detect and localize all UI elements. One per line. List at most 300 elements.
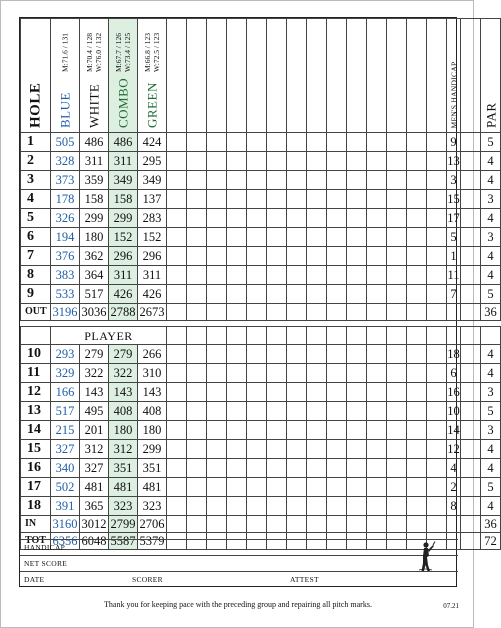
- score-cell[interactable]: [247, 304, 267, 321]
- score-cell[interactable]: [407, 402, 427, 421]
- player-name-cell[interactable]: [387, 327, 407, 345]
- score-cell[interactable]: [227, 459, 247, 478]
- score-cell[interactable]: [387, 459, 407, 478]
- score-cell[interactable]: [167, 516, 187, 533]
- score-cell[interactable]: [307, 304, 327, 321]
- score-cell[interactable]: [187, 478, 207, 497]
- player-name-cell[interactable]: [227, 327, 247, 345]
- score-cell[interactable]: [207, 171, 227, 190]
- score-cell[interactable]: [287, 285, 307, 304]
- score-cell[interactable]: [307, 228, 327, 247]
- score-cell[interactable]: [287, 440, 307, 459]
- score-cell[interactable]: [347, 247, 367, 266]
- score-cell[interactable]: [247, 247, 267, 266]
- score-cell[interactable]: [287, 402, 307, 421]
- score-cell[interactable]: [347, 516, 367, 533]
- score-cell[interactable]: [407, 247, 427, 266]
- score-cell[interactable]: [207, 152, 227, 171]
- score-cell[interactable]: [367, 478, 387, 497]
- score-cell[interactable]: [307, 402, 327, 421]
- score-cell[interactable]: [307, 133, 327, 152]
- score-cell[interactable]: [167, 421, 187, 440]
- player-name-cell[interactable]: [207, 327, 227, 345]
- score-cell[interactable]: [327, 171, 347, 190]
- score-cell[interactable]: [227, 190, 247, 209]
- score-cell[interactable]: [227, 345, 247, 364]
- score-cell[interactable]: [407, 228, 427, 247]
- score-cell[interactable]: [367, 383, 387, 402]
- score-cell[interactable]: [267, 171, 287, 190]
- score-cell[interactable]: [167, 285, 187, 304]
- score-cell[interactable]: [347, 459, 367, 478]
- score-cell[interactable]: [367, 304, 387, 321]
- score-cell[interactable]: [367, 421, 387, 440]
- score-cell[interactable]: [267, 345, 287, 364]
- score-cell[interactable]: [387, 402, 407, 421]
- score-cell[interactable]: [327, 459, 347, 478]
- score-cell[interactable]: [227, 133, 247, 152]
- score-cell[interactable]: [367, 209, 387, 228]
- score-cell[interactable]: [407, 133, 427, 152]
- score-cell[interactable]: [427, 364, 447, 383]
- score-cell[interactable]: [427, 497, 447, 516]
- player-name-cell[interactable]: [267, 327, 287, 345]
- score-cell[interactable]: [247, 440, 267, 459]
- score-cell[interactable]: [167, 440, 187, 459]
- score-cell[interactable]: [287, 152, 307, 171]
- score-cell[interactable]: [367, 497, 387, 516]
- score-cell[interactable]: [427, 133, 447, 152]
- score-cell[interactable]: [407, 285, 427, 304]
- score-cell[interactable]: [267, 304, 287, 321]
- score-cell[interactable]: [307, 171, 327, 190]
- score-cell[interactable]: [227, 285, 247, 304]
- score-cell[interactable]: [387, 364, 407, 383]
- score-cell[interactable]: [287, 304, 307, 321]
- score-cell[interactable]: [247, 497, 267, 516]
- score-cell[interactable]: [267, 364, 287, 383]
- score-cell[interactable]: [387, 285, 407, 304]
- score-cell[interactable]: [307, 516, 327, 533]
- score-cell[interactable]: [327, 133, 347, 152]
- score-cell[interactable]: [247, 190, 267, 209]
- score-cell[interactable]: [287, 133, 307, 152]
- score-cell[interactable]: [167, 478, 187, 497]
- score-cell[interactable]: [347, 421, 367, 440]
- score-cell[interactable]: [267, 383, 287, 402]
- player-name-cell[interactable]: [367, 327, 387, 345]
- score-cell[interactable]: [327, 440, 347, 459]
- score-cell[interactable]: [187, 190, 207, 209]
- score-cell[interactable]: [427, 478, 447, 497]
- score-cell[interactable]: [267, 190, 287, 209]
- score-cell[interactable]: [187, 209, 207, 228]
- score-cell[interactable]: [387, 190, 407, 209]
- score-cell[interactable]: [227, 478, 247, 497]
- score-cell[interactable]: [187, 364, 207, 383]
- score-cell[interactable]: [227, 266, 247, 285]
- score-cell[interactable]: [287, 228, 307, 247]
- score-cell[interactable]: [407, 478, 427, 497]
- score-cell[interactable]: [327, 345, 347, 364]
- score-cell[interactable]: [347, 478, 367, 497]
- score-cell[interactable]: [187, 266, 207, 285]
- score-cell[interactable]: [347, 228, 367, 247]
- score-cell[interactable]: [367, 171, 387, 190]
- score-cell[interactable]: [307, 266, 327, 285]
- score-cell[interactable]: [247, 402, 267, 421]
- score-cell[interactable]: [227, 516, 247, 533]
- score-cell[interactable]: [407, 190, 427, 209]
- score-cell[interactable]: [367, 190, 387, 209]
- score-cell[interactable]: [307, 247, 327, 266]
- score-cell[interactable]: [267, 440, 287, 459]
- score-cell[interactable]: [207, 402, 227, 421]
- score-cell[interactable]: [367, 152, 387, 171]
- score-cell[interactable]: [367, 459, 387, 478]
- score-cell[interactable]: [267, 459, 287, 478]
- score-cell[interactable]: [287, 209, 307, 228]
- score-cell[interactable]: [327, 247, 347, 266]
- score-cell[interactable]: [187, 421, 207, 440]
- score-cell[interactable]: [367, 247, 387, 266]
- score-cell[interactable]: [427, 285, 447, 304]
- score-cell[interactable]: [307, 497, 327, 516]
- score-cell[interactable]: [347, 209, 367, 228]
- score-cell[interactable]: [247, 516, 267, 533]
- score-cell[interactable]: [287, 266, 307, 285]
- score-cell[interactable]: [327, 516, 347, 533]
- player-name-cell[interactable]: [307, 327, 327, 345]
- score-cell[interactable]: [387, 247, 407, 266]
- score-cell[interactable]: [247, 478, 267, 497]
- score-cell[interactable]: [347, 285, 367, 304]
- score-cell[interactable]: [307, 440, 327, 459]
- score-cell[interactable]: [167, 133, 187, 152]
- score-cell[interactable]: [247, 266, 267, 285]
- score-cell[interactable]: [307, 364, 327, 383]
- score-cell[interactable]: [247, 345, 267, 364]
- score-cell[interactable]: [187, 171, 207, 190]
- score-cell[interactable]: [307, 383, 327, 402]
- score-cell[interactable]: [407, 516, 427, 533]
- score-cell[interactable]: [227, 440, 247, 459]
- score-cell[interactable]: [327, 209, 347, 228]
- player-name-cell[interactable]: [407, 327, 427, 345]
- player-name-cell[interactable]: [347, 327, 367, 345]
- score-cell[interactable]: [427, 459, 447, 478]
- score-cell[interactable]: [227, 421, 247, 440]
- score-cell[interactable]: [207, 440, 227, 459]
- score-cell[interactable]: [207, 478, 227, 497]
- score-cell[interactable]: [387, 209, 407, 228]
- player-name-cell[interactable]: [387, 19, 407, 133]
- score-cell[interactable]: [407, 209, 427, 228]
- score-cell[interactable]: [367, 285, 387, 304]
- score-cell[interactable]: [207, 516, 227, 533]
- score-cell[interactable]: [347, 190, 367, 209]
- player-name-cell[interactable]: [327, 327, 347, 345]
- score-cell[interactable]: [407, 459, 427, 478]
- score-cell[interactable]: [187, 383, 207, 402]
- score-cell[interactable]: [347, 266, 367, 285]
- score-cell[interactable]: [167, 345, 187, 364]
- score-cell[interactable]: [327, 421, 347, 440]
- score-cell[interactable]: [187, 285, 207, 304]
- score-cell[interactable]: [407, 345, 427, 364]
- score-cell[interactable]: [287, 421, 307, 440]
- score-cell[interactable]: [267, 402, 287, 421]
- score-cell[interactable]: [367, 402, 387, 421]
- player-name-cell[interactable]: [407, 19, 427, 133]
- score-cell[interactable]: [347, 364, 367, 383]
- score-cell[interactable]: [427, 402, 447, 421]
- score-cell[interactable]: [427, 266, 447, 285]
- score-cell[interactable]: [267, 421, 287, 440]
- player-name-cell[interactable]: [287, 19, 307, 133]
- score-cell[interactable]: [387, 228, 407, 247]
- score-cell[interactable]: [367, 345, 387, 364]
- score-cell[interactable]: [427, 171, 447, 190]
- player-name-cell[interactable]: [187, 19, 207, 133]
- score-cell[interactable]: [407, 152, 427, 171]
- score-cell[interactable]: [407, 383, 427, 402]
- score-cell[interactable]: [427, 190, 447, 209]
- score-cell[interactable]: [187, 304, 207, 321]
- score-cell[interactable]: [427, 440, 447, 459]
- score-cell[interactable]: [247, 152, 267, 171]
- score-cell[interactable]: [167, 383, 187, 402]
- score-cell[interactable]: [207, 133, 227, 152]
- score-cell[interactable]: [407, 304, 427, 321]
- score-cell[interactable]: [347, 171, 367, 190]
- score-cell[interactable]: [347, 133, 367, 152]
- score-cell[interactable]: [187, 133, 207, 152]
- score-cell[interactable]: [207, 228, 227, 247]
- score-cell[interactable]: [427, 209, 447, 228]
- player-name-cell[interactable]: [307, 19, 327, 133]
- score-cell[interactable]: [267, 133, 287, 152]
- score-cell[interactable]: [327, 478, 347, 497]
- score-cell[interactable]: [367, 516, 387, 533]
- score-cell[interactable]: [267, 152, 287, 171]
- score-cell[interactable]: [207, 459, 227, 478]
- player-name-cell[interactable]: [327, 19, 347, 133]
- score-cell[interactable]: [407, 364, 427, 383]
- score-cell[interactable]: [347, 440, 367, 459]
- score-cell[interactable]: [287, 345, 307, 364]
- score-cell[interactable]: [267, 497, 287, 516]
- score-cell[interactable]: [347, 345, 367, 364]
- score-cell[interactable]: [167, 228, 187, 247]
- score-cell[interactable]: [287, 516, 307, 533]
- score-cell[interactable]: [427, 228, 447, 247]
- score-cell[interactable]: [387, 478, 407, 497]
- score-cell[interactable]: [187, 345, 207, 364]
- score-cell[interactable]: [167, 190, 187, 209]
- score-cell[interactable]: [227, 304, 247, 321]
- score-cell[interactable]: [207, 421, 227, 440]
- score-cell[interactable]: [347, 304, 367, 321]
- score-cell[interactable]: [387, 421, 407, 440]
- score-cell[interactable]: [427, 516, 447, 533]
- score-cell[interactable]: [187, 516, 207, 533]
- score-cell[interactable]: [187, 402, 207, 421]
- score-cell[interactable]: [207, 266, 227, 285]
- player-name-cell[interactable]: [267, 19, 287, 133]
- score-cell[interactable]: [267, 209, 287, 228]
- score-cell[interactable]: [187, 459, 207, 478]
- score-cell[interactable]: [227, 402, 247, 421]
- score-cell[interactable]: [167, 497, 187, 516]
- score-cell[interactable]: [247, 228, 267, 247]
- score-cell[interactable]: [167, 152, 187, 171]
- score-cell[interactable]: [267, 478, 287, 497]
- score-cell[interactable]: [287, 497, 307, 516]
- score-cell[interactable]: [387, 383, 407, 402]
- score-cell[interactable]: [307, 478, 327, 497]
- score-cell[interactable]: [167, 171, 187, 190]
- score-cell[interactable]: [207, 383, 227, 402]
- score-cell[interactable]: [327, 304, 347, 321]
- score-cell[interactable]: [207, 345, 227, 364]
- score-cell[interactable]: [327, 228, 347, 247]
- score-cell[interactable]: [167, 266, 187, 285]
- score-cell[interactable]: [267, 266, 287, 285]
- score-cell[interactable]: [247, 171, 267, 190]
- score-cell[interactable]: [327, 152, 347, 171]
- score-cell[interactable]: [167, 304, 187, 321]
- score-cell[interactable]: [387, 152, 407, 171]
- score-cell[interactable]: [327, 402, 347, 421]
- score-cell[interactable]: [287, 171, 307, 190]
- score-cell[interactable]: [387, 133, 407, 152]
- score-cell[interactable]: [287, 247, 307, 266]
- score-cell[interactable]: [387, 516, 407, 533]
- score-cell[interactable]: [187, 247, 207, 266]
- score-cell[interactable]: [407, 421, 427, 440]
- score-cell[interactable]: [367, 364, 387, 383]
- score-cell[interactable]: [307, 459, 327, 478]
- score-cell[interactable]: [427, 383, 447, 402]
- score-cell[interactable]: [347, 497, 367, 516]
- score-cell[interactable]: [347, 402, 367, 421]
- score-cell[interactable]: [307, 421, 327, 440]
- score-cell[interactable]: [407, 497, 427, 516]
- score-cell[interactable]: [207, 497, 227, 516]
- score-cell[interactable]: [307, 152, 327, 171]
- score-cell[interactable]: [227, 497, 247, 516]
- score-cell[interactable]: [407, 171, 427, 190]
- score-cell[interactable]: [287, 478, 307, 497]
- score-cell[interactable]: [387, 345, 407, 364]
- score-cell[interactable]: [247, 383, 267, 402]
- score-cell[interactable]: [387, 266, 407, 285]
- score-cell[interactable]: [167, 402, 187, 421]
- score-cell[interactable]: [247, 421, 267, 440]
- score-cell[interactable]: [187, 440, 207, 459]
- score-cell[interactable]: [247, 209, 267, 228]
- player-name-cell[interactable]: [187, 327, 207, 345]
- player-name-cell[interactable]: [427, 327, 447, 345]
- player-name-cell[interactable]: [227, 19, 247, 133]
- player-name-cell[interactable]: [247, 19, 267, 133]
- score-cell[interactable]: [367, 133, 387, 152]
- score-cell[interactable]: [207, 364, 227, 383]
- score-cell[interactable]: [207, 209, 227, 228]
- score-cell[interactable]: [187, 497, 207, 516]
- score-cell[interactable]: [247, 364, 267, 383]
- player-name-cell[interactable]: [427, 19, 447, 133]
- score-cell[interactable]: [287, 190, 307, 209]
- score-cell[interactable]: [167, 209, 187, 228]
- score-cell[interactable]: [267, 285, 287, 304]
- score-cell[interactable]: [207, 285, 227, 304]
- score-cell[interactable]: [227, 383, 247, 402]
- score-cell[interactable]: [227, 247, 247, 266]
- score-cell[interactable]: [287, 459, 307, 478]
- score-cell[interactable]: [187, 152, 207, 171]
- score-cell[interactable]: [327, 190, 347, 209]
- score-cell[interactable]: [267, 247, 287, 266]
- player-name-cell[interactable]: [247, 327, 267, 345]
- score-cell[interactable]: [327, 285, 347, 304]
- player-name-cell[interactable]: [347, 19, 367, 133]
- score-cell[interactable]: [367, 440, 387, 459]
- score-cell[interactable]: [427, 152, 447, 171]
- player-name-cell[interactable]: [207, 19, 227, 133]
- score-cell[interactable]: [227, 171, 247, 190]
- score-cell[interactable]: [307, 345, 327, 364]
- score-cell[interactable]: [387, 440, 407, 459]
- score-cell[interactable]: [307, 285, 327, 304]
- score-cell[interactable]: [407, 266, 427, 285]
- score-cell[interactable]: [367, 228, 387, 247]
- score-cell[interactable]: [387, 171, 407, 190]
- score-cell[interactable]: [167, 247, 187, 266]
- score-cell[interactable]: [427, 421, 447, 440]
- score-cell[interactable]: [227, 152, 247, 171]
- score-cell[interactable]: [307, 209, 327, 228]
- score-cell[interactable]: [347, 152, 367, 171]
- score-cell[interactable]: [327, 383, 347, 402]
- score-cell[interactable]: [327, 266, 347, 285]
- player-name-cell[interactable]: [367, 19, 387, 133]
- score-cell[interactable]: [247, 459, 267, 478]
- score-cell[interactable]: [427, 345, 447, 364]
- score-cell[interactable]: [287, 383, 307, 402]
- player-name-cell[interactable]: [287, 327, 307, 345]
- score-cell[interactable]: [247, 285, 267, 304]
- score-cell[interactable]: [287, 364, 307, 383]
- score-cell[interactable]: [307, 190, 327, 209]
- score-cell[interactable]: [327, 364, 347, 383]
- score-cell[interactable]: [207, 304, 227, 321]
- score-cell[interactable]: [327, 497, 347, 516]
- score-cell[interactable]: [207, 247, 227, 266]
- score-cell[interactable]: [387, 497, 407, 516]
- score-cell[interactable]: [227, 209, 247, 228]
- score-cell[interactable]: [167, 459, 187, 478]
- score-cell[interactable]: [227, 228, 247, 247]
- score-cell[interactable]: [427, 247, 447, 266]
- score-cell[interactable]: [267, 516, 287, 533]
- player-name-cell[interactable]: [167, 19, 187, 133]
- score-cell[interactable]: [187, 228, 207, 247]
- score-cell[interactable]: [267, 228, 287, 247]
- score-cell[interactable]: [167, 364, 187, 383]
- score-cell[interactable]: [367, 266, 387, 285]
